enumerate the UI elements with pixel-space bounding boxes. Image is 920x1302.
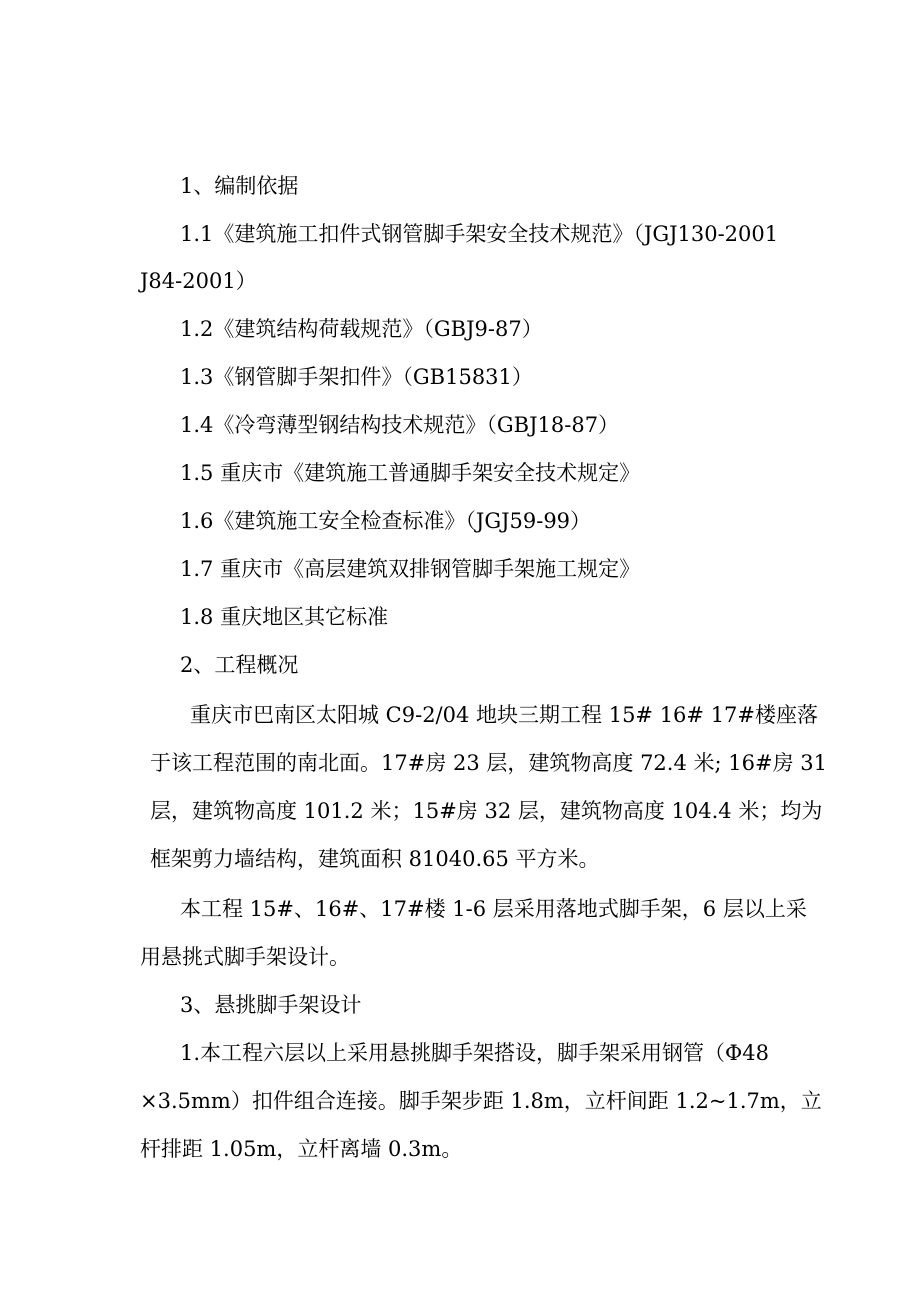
design-paragraph-line-1: 1.本工程六层以上采用悬挑脚手架搭设，脚手架采用钢管（Φ48	[180, 1041, 769, 1065]
heading-2: 2、工程概况	[180, 653, 299, 677]
basis-item-1-1-continued: J84-2001）	[140, 269, 257, 293]
overview-paragraph-line-4: 框架剪力墙结构，建筑面积 81040.65 平方米。	[150, 847, 600, 871]
overview-paragraph-line-3: 层，建筑物高度 101.2 米；15#房 32 层，建筑物高度 104.4 米；均为	[150, 799, 823, 823]
design-paragraph-line-2: ×3.5mm）扣件组合连接。脚手架步距 1.8m，立杆间距 1.2~1.7m，立	[140, 1089, 822, 1113]
heading-3: 3、悬挑脚手架设计	[180, 993, 362, 1017]
heading-1: 1、编制依据	[180, 174, 299, 198]
basis-item-1-8: 1.8 重庆地区其它标准	[180, 605, 389, 629]
overview-paragraph-line-1: 重庆市巴南区太阳城 C9-2/04 地块三期工程 15# 16# 17#楼座落	[190, 703, 819, 727]
overview-paragraph-line-2: 于该工程范围的南北面。17#房 23 层，建筑物高度 72.4 米; 16#房 31	[150, 751, 827, 775]
basis-item-1-5: 1.5 重庆市《建筑施工普通脚手架安全技术规定》	[180, 461, 641, 485]
basis-item-1-3: 1.3《钢管脚手架扣件》（GB15831）	[180, 365, 533, 389]
basis-item-1-7: 1.7 重庆市《高层建筑双排钢管脚手架施工规定》	[180, 557, 641, 581]
scope-paragraph-line-1: 本工程 15#、16#、17#楼 1-6 层采用落地式脚手架，6 层以上采	[180, 897, 807, 921]
basis-item-1-1: 1.1《建筑施工扣件式钢管脚手架安全技术规范》（JGJ130-2001	[180, 222, 779, 246]
scope-paragraph-line-2: 用悬挑式脚手架设计。	[140, 945, 350, 969]
basis-item-1-6: 1.6《建筑施工安全检查标准》（JGJ59-99）	[180, 509, 592, 533]
basis-item-1-2: 1.2《建筑结构荷载规范》（GBJ9-87）	[180, 317, 543, 341]
design-paragraph-line-3: 杆排距 1.05m，立杆离墙 0.3m。	[140, 1137, 463, 1161]
basis-item-1-4: 1.4《冷弯薄型钢结构技术规范》（GBJ18-87）	[180, 413, 620, 437]
